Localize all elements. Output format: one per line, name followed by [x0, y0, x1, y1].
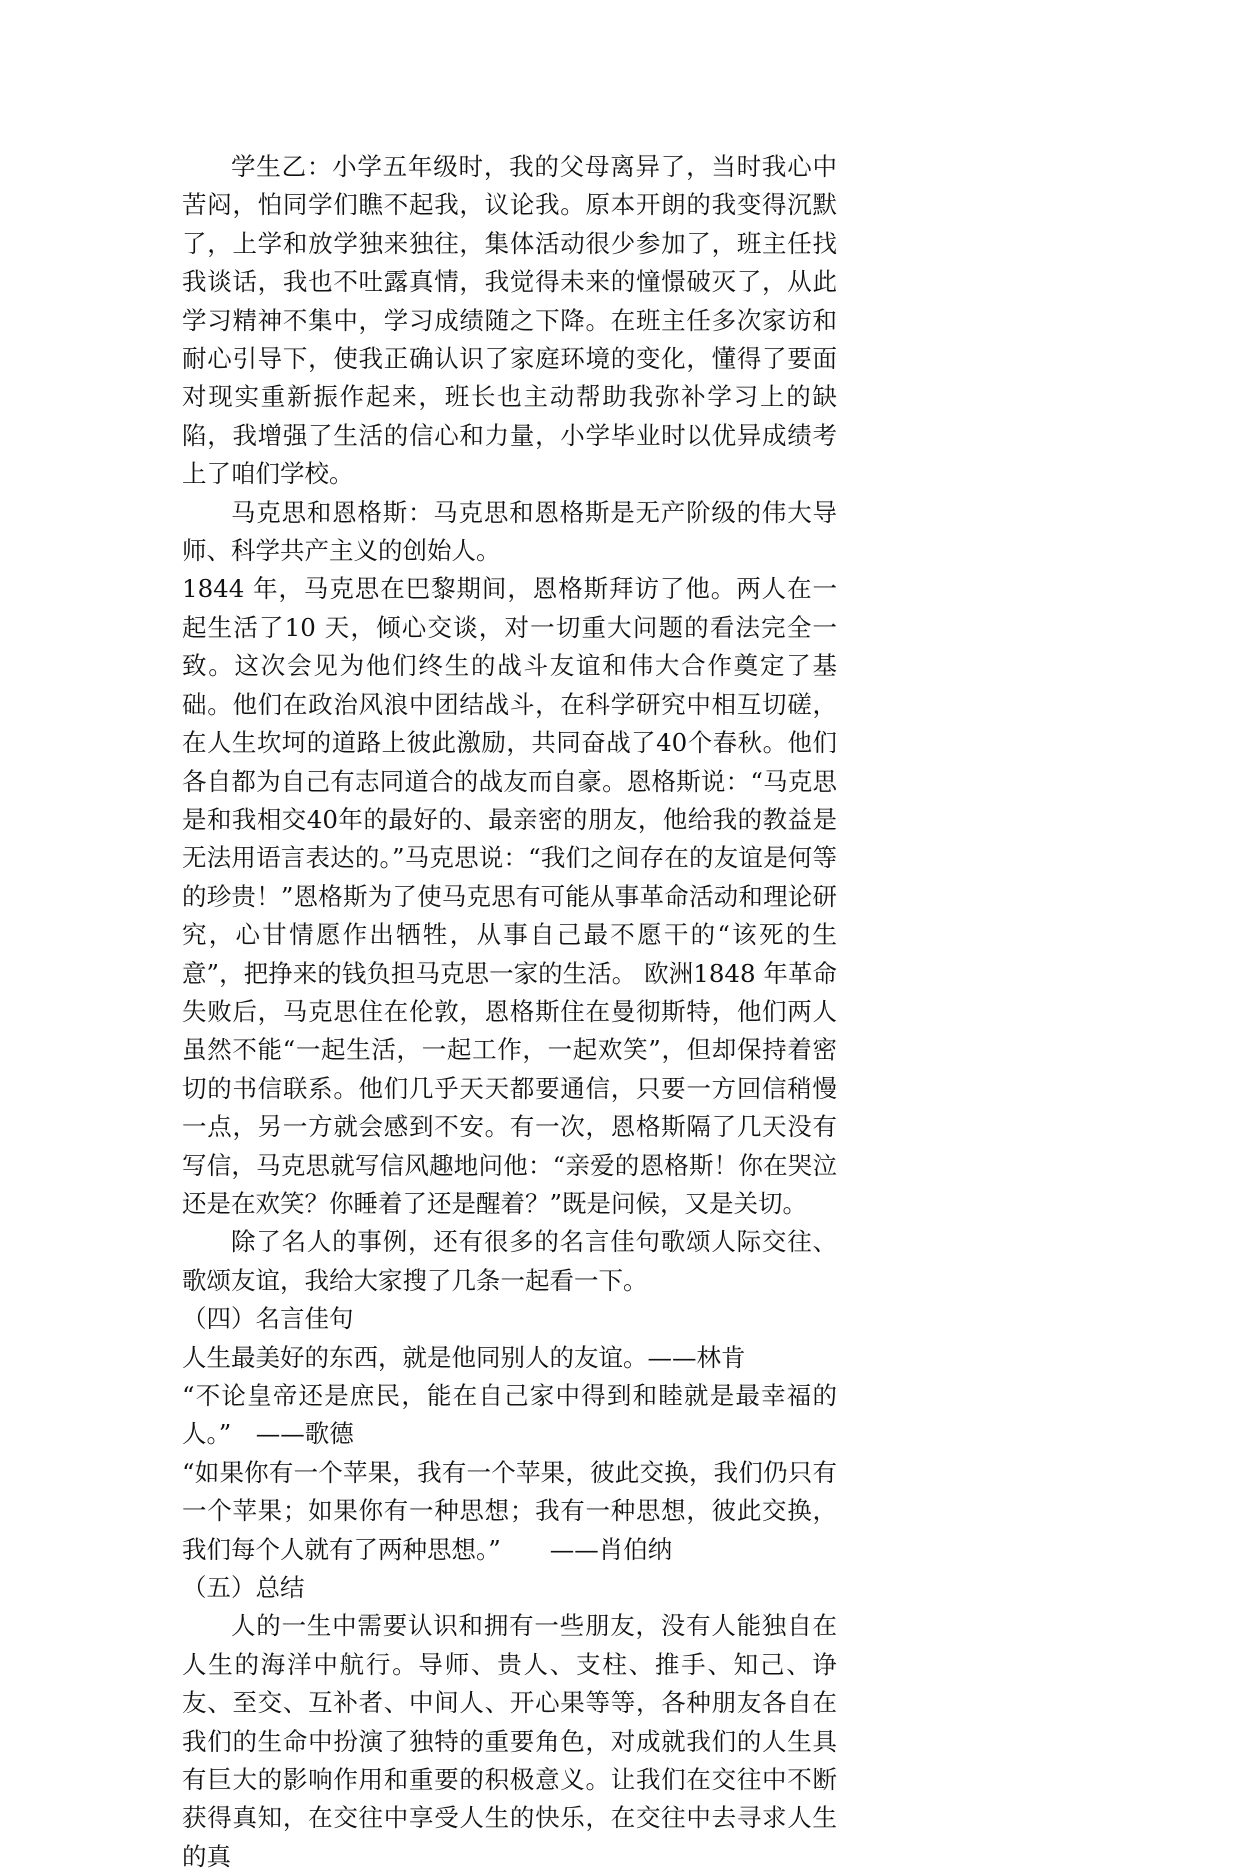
- paragraph-summary: 人的一生中需要认识和拥有一些朋友，没有人能独自在人生的海洋中航行。导师、贵人、支柱、推手、知己、诤友、至交、互补者、中间人、开心果等等，各种朋友各自在我们的生命中扮演了独特的重要角色，对成就我们的人生具有巨大的影响作用和重要的积极意义。让我们在交往中不断获得真知，在交往中享受人生的快乐，在交往中去寻求人生的真: [182, 1611, 837, 1871]
- paragraph-marx-engels-intro: 马克思和恩格斯：马克思和恩格斯是无产阶级的伟大导师、科学共产主义的创始人。: [182, 497, 837, 566]
- quote-lincoln: 人生最美好的东西，就是他同别人的友谊。——林肯: [182, 1342, 746, 1372]
- paragraph-student-b: 学生乙：小学五年级时，我的父母离异了，当时我心中苦闷，怕同学们瞧不起我，议论我。原本开朗的我变得沉默了，上学和放学独来独往，集体活动很少参加了，班主任找我谈话，我也不吐露真情，我觉得未来的憧憬破灭了，从此学习精神不集中，学习成绩随之下降。在班主任多次家访和耐心引导下，使我正确认识了家庭环境的变化，懂得了要面对现实重新振作起来，班长也主动帮助我弥补学习上的缺陷，我增强了生活的信心和力量，小学毕业时以优异成绩考上了咱们学校。: [182, 152, 837, 489]
- section-5-heading: （五）总结: [182, 1573, 305, 1603]
- paragraph-marx-engels-story: 1844 年，马克思在巴黎期间，恩格斯拜访了他。两人在一起生活了10 天，倾心交谈，对一切重大问题的看法完全一致。这次会见为他们终生的战斗友谊和伟大合作奠定了基础。他们在政治风浪中团结战斗，在科学研究中相互切磋，在人生坎坷的道路上彼此激励，共同奋战了40个春秋。他们各自都为自己有志同道合的战友而自豪。恩格斯说：“马克思是和我相交40年的最好的、最亲密的朋友，他给我的教益是无法用语言表达的。”马克思说：“我们之间存在的友谊是何等的珍贵！”恩格斯为了使马克思有可能从事革命活动和理论研究，心甘情愿作出牺牲，从事自己最不愿干的“该死的生意”，把挣来的钱负担马克思一家的生活。 欧洲1848 年革命失败后，马克思住在伦敦，恩格斯住在曼彻斯特，他们两人虽然不能“一起生活，一起工作，一起欢笑”，但却保持着密切的书信联系。他们几乎天天都要通信，只要一方回信稍慢一点，另一方就会感到不安。有一次，恩格斯隔了几天没有写信，马克思就写信风趣地问他：“亲爱的恩格斯！你在哭泣还是在欢笑？你睡着了还是醒着？”既是问候，又是关切。: [182, 574, 837, 1218]
- quote-shaw: “如果你有一个苹果，我有一个苹果，彼此交换，我们仍只有一个苹果；如果你有一种思想；我有一种思想，彼此交换，我们每个人就有了两种思想。” ——肖伯纳: [182, 1457, 837, 1564]
- section-4-heading: （四）名言佳句: [182, 1304, 354, 1334]
- document-body: [182, 148, 837, 1876]
- paragraph-quotes-intro: 除了名人的事例，还有很多的名言佳句歌颂人际交往、歌颂友谊，我给大家搜了几条一起看一下。: [182, 1227, 837, 1295]
- quote-goethe: “不论皇帝还是庶民，能在自己家中得到和睦就是最幸福的人。” ——歌德: [182, 1381, 837, 1449]
